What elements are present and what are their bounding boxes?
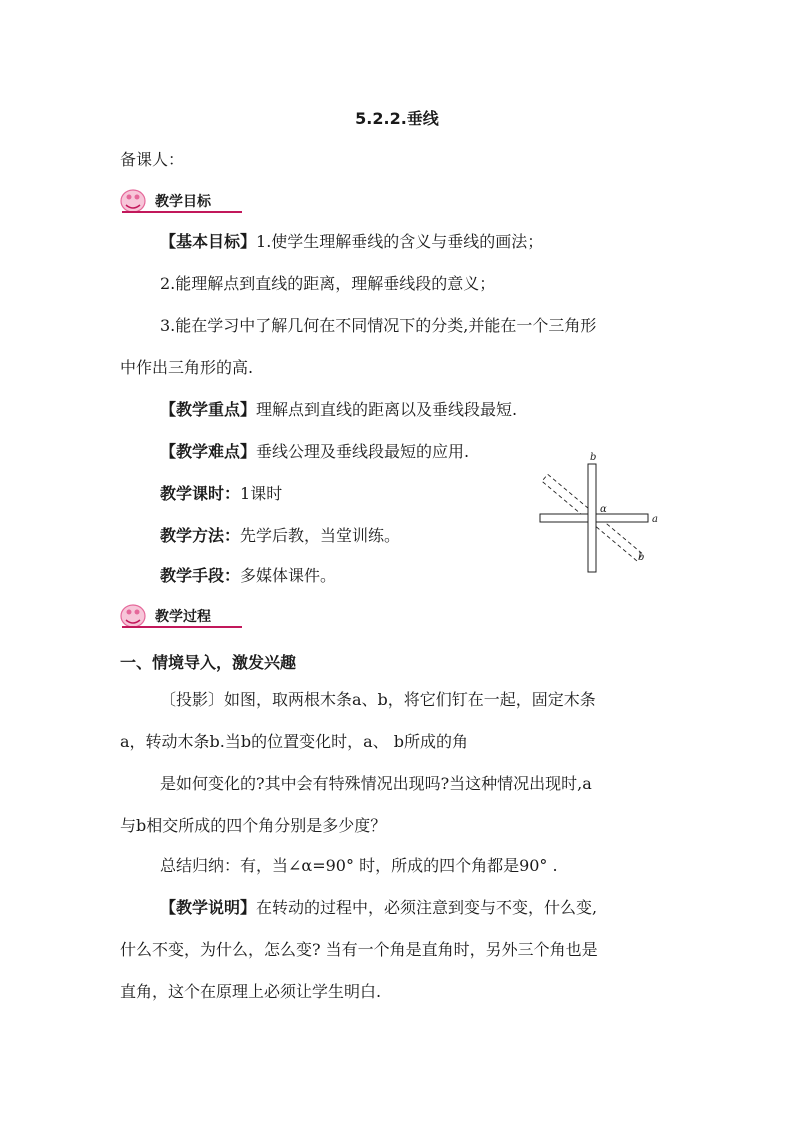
- part-1-title: 一、情境导入，激发兴趣: [120, 653, 297, 672]
- explanation-line-1: [160, 898, 597, 918]
- paragraph-1-line-4: 与b相交所成的四个角分别是多少度？: [120, 816, 387, 835]
- teaching-means-text: 多媒体课件。: [240, 566, 337, 585]
- paragraph-1-line-3: 是如何变化的?其中会有特殊情况出现吗?当这种情况出现时,a: [160, 774, 592, 793]
- difficulty: [160, 442, 469, 462]
- key-point-label: 【教学重点】: [160, 400, 257, 419]
- explanation-label: 【教学说明】: [160, 898, 257, 917]
- basic-goal-label: 【基本目标】: [160, 232, 257, 251]
- key-point: [160, 400, 517, 420]
- paragraph-1-line-2: a，转动木条b.当b的位置变化时，a、 b所成的角: [120, 732, 468, 751]
- difficulty-text: 垂线公理及垂线段最短的应用.: [256, 442, 470, 461]
- label-b-bottom: b: [638, 552, 645, 563]
- paragraph-1-line-1: 〔投影〕如图，取两根木条a、b，将它们钉在一起，固定木条: [160, 690, 596, 709]
- section-heading-process-text: 教学过程: [155, 609, 211, 625]
- explanation-line-3: 直角，这个在原理上必须让学生明白.: [120, 982, 382, 1001]
- teaching-means-label: 教学手段：: [160, 566, 241, 585]
- class-hours-text: 1课时: [240, 484, 283, 503]
- class-hours: [160, 484, 282, 504]
- goal-3-line-1: 3.能在学习中了解几何在不同情况下的分类,并能在一个三角形: [160, 316, 597, 335]
- class-hours-label: 教学课时：: [160, 484, 241, 503]
- goal-2: 2.能理解点到直线的距离，理解垂线段的意义；: [160, 274, 496, 293]
- summary: 总结归纳：有，当∠α=90° 时，所成的四个角都是90° .: [160, 856, 558, 875]
- preparer-label: 备课人：: [120, 150, 185, 169]
- explanation-line-2: 什么不变，为什么，怎么变? 当有一个角是直角时，另外三个角也是: [120, 940, 598, 959]
- stick-b: [588, 464, 596, 572]
- wooden-sticks-figure: [530, 448, 670, 578]
- goal-3-line-2: 中作出三角形的高.: [120, 358, 254, 377]
- section-heading-goals-text: 教学目标: [155, 194, 211, 210]
- teaching-method-label: 教学方法：: [160, 526, 241, 545]
- label-a: a: [652, 514, 658, 525]
- document-title: 5.2.2.垂线: [355, 109, 439, 128]
- teaching-method: [160, 526, 400, 546]
- key-point-text: 理解点到直线的距离以及垂线段最短.: [256, 400, 518, 419]
- label-b-top: b: [590, 452, 597, 463]
- basic-goal-text: 1.使学生理解垂线的含义与垂线的画法；: [256, 232, 544, 251]
- teaching-means: [160, 566, 336, 586]
- teaching-method-text: 先学后教，当堂训练。: [240, 526, 401, 545]
- difficulty-label: 【教学难点】: [160, 442, 257, 461]
- basic-goal: [160, 232, 543, 252]
- explanation-text: 在转动的过程中，必须注意到变与不变，什么变,: [256, 898, 598, 917]
- label-alpha: α: [600, 504, 607, 515]
